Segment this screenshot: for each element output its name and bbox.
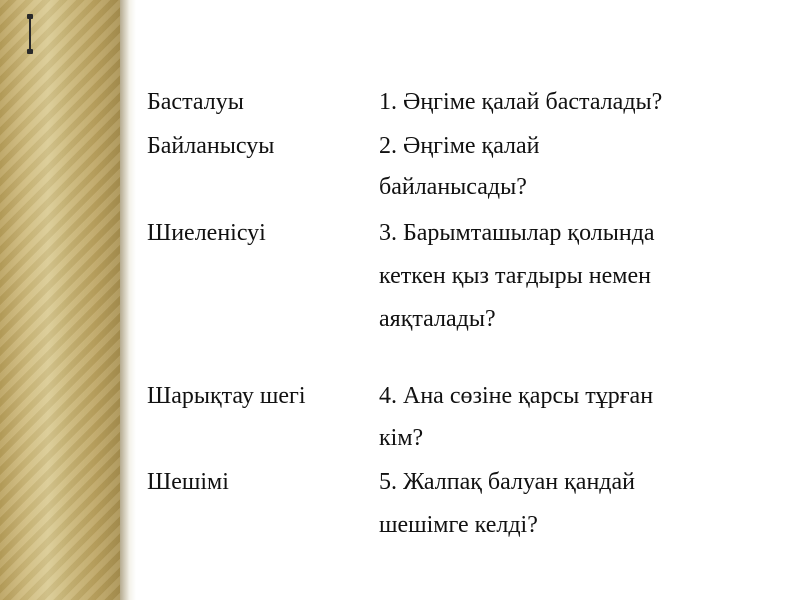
curtain-border (0, 0, 120, 600)
row-label-bailanysuy: Байланысуы (147, 133, 275, 159)
curtain-shadow (120, 0, 136, 600)
row-question-4-line-1: 4. Ана сөзіне қарсы тұрған (379, 383, 654, 409)
row-label-sharyktau-shegi: Шарықтау шегі (147, 383, 306, 409)
row-question-2-line-1: 2. Әңгіме қалай (379, 133, 540, 159)
row-question-4-line-2: кім? (379, 425, 424, 451)
row-label-sheshimi: Шешімі (147, 469, 229, 495)
row-label-basталуы: Басталуы (147, 89, 244, 115)
row-question-5-line-2: шешімге келді? (379, 512, 538, 538)
row-question-3-line-3: аяқталады? (379, 306, 496, 332)
row-question-3-line-1: 3. Барымташылар қолында (379, 220, 655, 246)
slide-marker-icon (26, 14, 34, 54)
row-question-5-line-1: 5. Жалпақ балуан қандай (379, 469, 635, 495)
row-question-2-line-2: байланысады? (379, 174, 527, 200)
row-label-shielenisui: Шиеленісуі (147, 220, 266, 246)
row-question-1-line-1: 1. Әңгіме қалай басталады? (379, 89, 663, 115)
row-question-3-line-2: кеткен қыз тағдыры немен (379, 263, 651, 289)
